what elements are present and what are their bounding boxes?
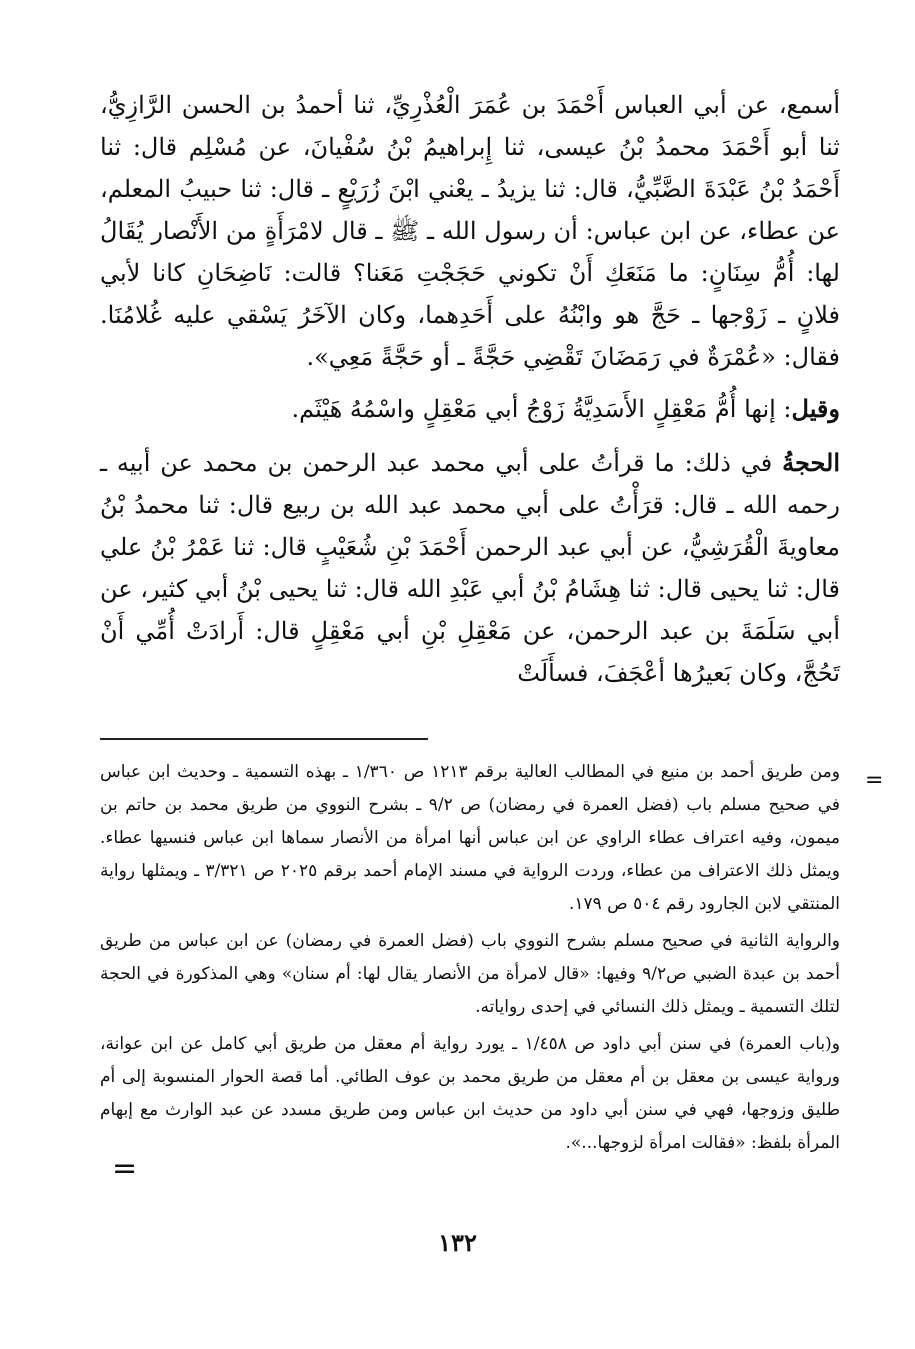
evidence-lead-word: الحجةُ [782, 448, 841, 477]
footnote-item: و(باب العمرة) في سنن أبي داود ص ١/٤٥٨ ـ يورد رواية أم معقل من طريق أبي كامل عن ابن عوانة، ورواية عيسى بن معقل بن أم معقل من طريق محمد بن عوف الطائي. أما قصة الحوار المنسوبة إلى أم طليق وزوجها، فهي في سنن أبي داود من حديث ابن عباس ومن طريق مسدد عن عبد الوارث مع إبهام المرأة بلفظ: «فقالت امرأة لزوجها...». [100, 1034, 841, 1153]
evidence-text: في ذلك: ما قرأتُ على أبي محمد عبد الرحمن بن محمد عن أبيه ـ رحمه الله ـ قال: قرَأْتُ على أبي محمد عبد الله بن ربيع قال: ثنا محمدُ بْنُ معاويةَ الْقُرَشِيُّ، عن أبي عبد الرحمن أَحْمَدَ بْنِ شُعَيْبٍ قال: ثنا عَمْرُ بْنُ علي قال: ثنا يحيى قال: ثنا هِشَامُ بْنُ أبي عَبْدِ الله قال: ثنا يحيى بْنُ أبي كثير، عن أبي سَلَمَةَ بن عبد الرحمن، عن مَعْقِلِ بْنِ أبي مَعْقِلٍ قال: أَرادَتْ أُمِّي أَنْ تَحُجَّ، وكان بَعيرُها أعْجَفَ، فسأَلَتْ [100, 449, 840, 687]
main-text [100, 84, 840, 694]
note-text: : إنها أُمُّ مَعْقِلٍ الأَسَدِيَّةُ زَوْجُ أبي مَعْقِلٍ واسْمُهُ هَيْثَم. [291, 395, 792, 423]
footnote-item: والرواية الثانية في صحيح مسلم بشرح النووي باب (فضل العمرة في رمضان) عن ابن عباس من طريق أحمد بن عبدة الضبي ص٩/٢ وفيها: «قال لامرأة من الأنصار يقال لها: أم سنان» وهي المذكورة في الحجة لتلك التسمية ـ ويمثل ذلك النسائي في إحدى رواياته. [100, 931, 840, 1017]
footnote-item: ومن طريق أحمد بن منيع في المطالب العالية برقم ١٢١٣ ص ١/٣٦٠ ـ بهذه التسمية ـ وحديث ابن عباس في صحيح مسلم باب (فضل العمرة في رمضان) ص ٩/٢ ـ بشرح النووي من طريق محمد بن حاتم بن ميمون، وفيه اعتراف عطاء الراوي عن ابن عباس أنها امرأة من الأنصار سماها ابن عباس فنسيها عطاء. ويمثل ذلك الاعتراف من عطاء، وردت الرواية في مسند الإمام أحمد برقم ٢٠٢٥ ص ٣/٣٢١ ـ ويمثلها رواية المنتقي لابن الجارود رقم ٥٠٤ ص ١٧٩. [100, 762, 840, 914]
footnote-separator [100, 738, 428, 740]
footnote-continuation-marker: = [865, 768, 884, 793]
footnotes [100, 756, 840, 1164]
note-lead-word: وقيل [791, 394, 840, 423]
alternate-name-note [100, 388, 840, 430]
main-paragraph: أسمع، عن أبي العباس أَحْمَدَ بن عُمَرَ الْعُذْرِيِّ، ثنا أحمدُ بن الحسن الرَّازِيُّ، ثنا أبو أَحْمَدَ محمدُ بْنُ عيسى، ثنا إِبراهيمُ بْنُ سُفْيانَ، عن مُسْلِم قال: ثنا أَحْمَدُ بْنُ عَبْدَةَ الضَّبِّيُّ، قال: ثنا يزيدُ ـ يعْني ابْنَ زُرَيْعٍ ـ قال: ثنا حبيبُ المعلم، عن عطاء، عن ابن عباس: أن رسول الله ـ ﷺ ـ قال لامْرَأَةٍ من الأَنْصار يُقَالُ لها: أُمُّ سِنَانٍ: ما مَنَعَكِ أَنْ تكوني حَجَجْتِ مَعَنا؟ قالت: نَاضِحَانِ كانا لأبي فلانٍ ـ زَوْجها ـ حَجَّ هو وابْنُهُ على أَحَدِهما، وكان الآخَرُ يَسْقي عليه غُلامُنَا. فقال: «عُمْرَةٌ في رَمَضَانَ تَقْضِي حَجَّةً ـ أو حَجَّةً مَعِي». [100, 91, 841, 371]
page-number: ١٣٢ [438, 1228, 477, 1257]
footnote-continues-marker: = [112, 1151, 138, 1186]
evidence-paragraph [100, 442, 840, 694]
